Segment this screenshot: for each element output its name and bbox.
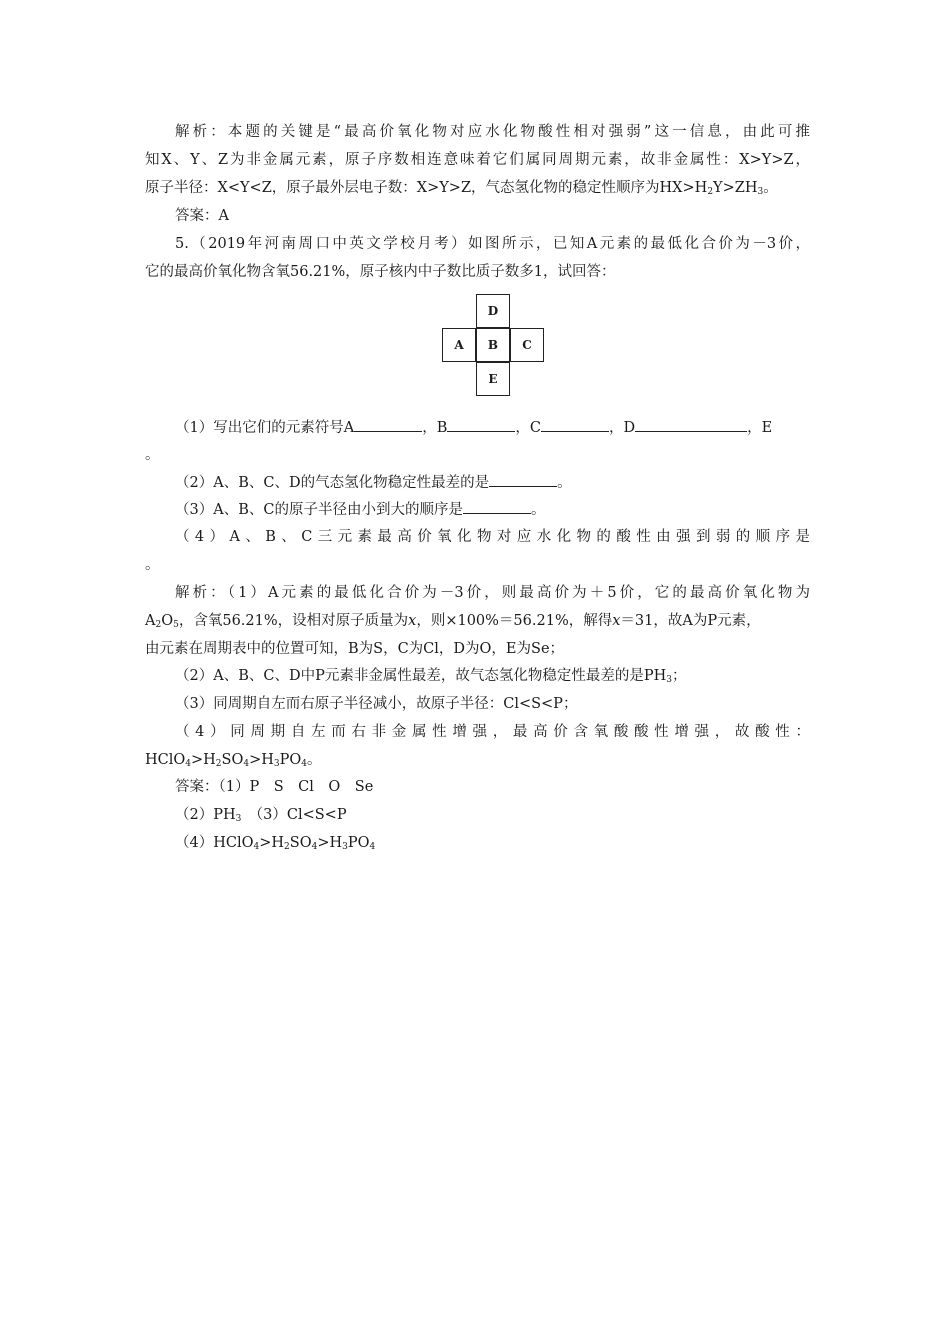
- solution-line-6: （4）同周期自左而右非金属性增强，最高价含氧酸酸性增强，故酸性：: [175, 724, 810, 740]
- sub-question-1: （1）写出它们的元素符号A ，B ，C ，D ，E: [175, 417, 810, 438]
- cell-e: E: [476, 362, 510, 396]
- solution-line-2: $A_2O_5$，含氧56.21%，设相对原子质量为x，则×100%＝56.21%，解得x＝31，故A为P元素，: [145, 613, 761, 630]
- cell-d: D: [476, 294, 510, 328]
- final-answer-3: $(4)HClO_4>H_2SO_4>H_3PO_4$: [175, 835, 376, 852]
- question-5-line-2: 它的最高价氧化物含氧56.21%，原子核内中子数比质子数多1，试回答：: [145, 264, 616, 280]
- cell-a: A: [442, 328, 476, 362]
- question-5-line-1: 5.（2019年河南周口中英文学校月考）如图所示，已知A元素的最低化合价为－3价，: [175, 236, 810, 252]
- sub-question-4-end: 。: [145, 557, 160, 573]
- solution-line-5: （3）同周期自左而右原子半径减小，故原子半径：Cl<S<P；: [175, 696, 578, 712]
- analysis-line-2: 知X、Y、Z为非金属元素，原子序数相连意味着它们属同周期元素，故非金属性：X>Y>Z，: [145, 152, 810, 168]
- answer-line: 答案：A: [175, 208, 229, 224]
- sub-question-3: （3）A、B、C的原子半径由小到大的顺序是 。: [175, 499, 810, 520]
- solution-line-1: 解析：（1）A元素的最低化合价为－3价，则最高价为＋5价，它的最高价氧化物为: [175, 585, 810, 601]
- cell-b: B: [476, 328, 510, 362]
- final-answer-1: 答案：（1）P S Cl O Se: [175, 779, 374, 795]
- sub-question-4: （4）A、B、C三元素最高价氧化物对应水化物的酸性由强到弱的顺序是: [175, 529, 810, 545]
- solution-line-7: $HClO_4>H_2SO_4>H_3PO_4$。: [145, 752, 322, 769]
- final-answer-2: $(2)PH_3$ （3）Cl<S<P: [175, 807, 347, 824]
- solution-line-4: （2）A、B、C、D中P元素非金属性最差，故气态氢化物稳定性最差的是$PH_3$；: [175, 668, 687, 685]
- solution-line-3: 由元素在周期表中的位置可知，B为S，C为Cl，D为O，E为Se；: [145, 641, 565, 657]
- sub-question-2: （2）A、B、C、D的气态氢化物稳定性最差的是 。: [175, 472, 810, 493]
- cell-c: C: [510, 328, 544, 362]
- sub-question-1-end: 。: [145, 447, 160, 463]
- analysis-line-1: 解析：本题的关键是“最高价氧化物对应水化物酸性相对强弱”这一信息，由此可推: [175, 124, 810, 140]
- analysis-line-3: 原子半径：X<Y<Z，原子最外层电子数：X>Y>Z，气态氢化物的稳定性顺序为$HX>H_2Y>ZH_3$。: [145, 180, 778, 197]
